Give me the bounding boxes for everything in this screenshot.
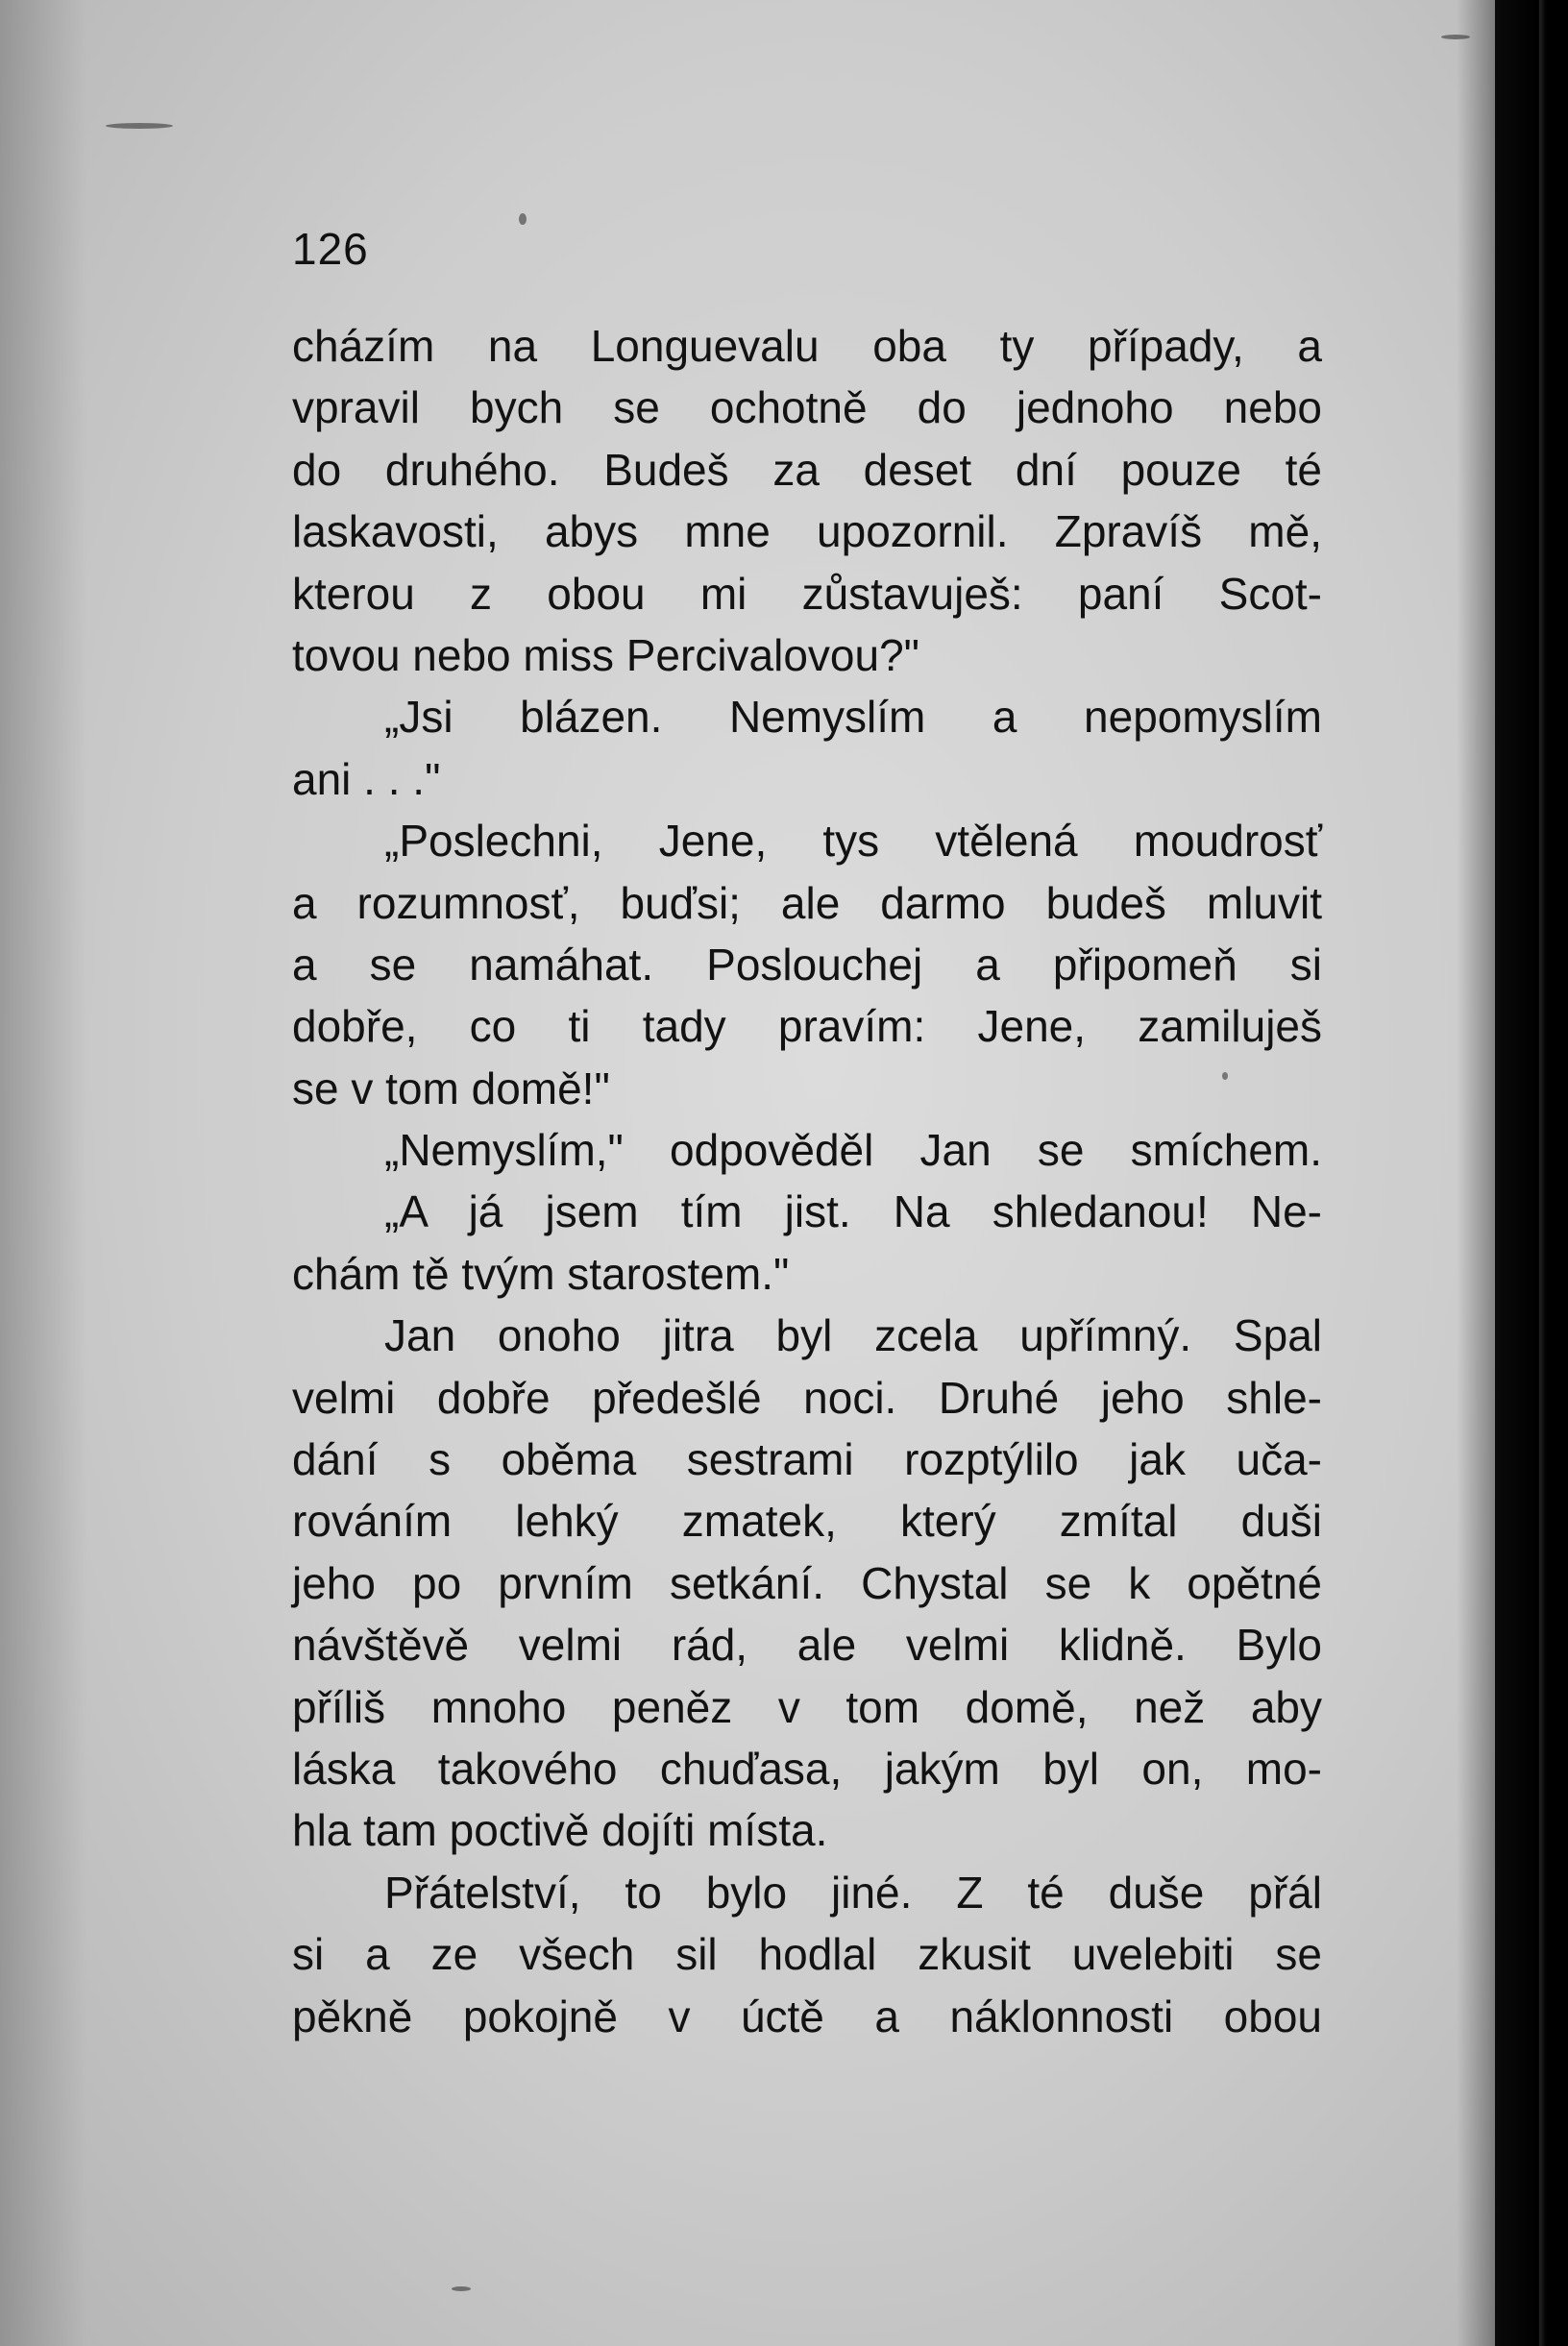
text-line: „Jsi blázen. Nemyslím a nepomyslím xyxy=(384,692,1322,743)
text-line: Přátelství, to bylo jiné. Z té duše přál xyxy=(384,1867,1322,1918)
text-line: velmi dobře předešlé noci. Druhé jeho shle- xyxy=(292,1372,1322,1423)
text-line: vpravil bych se ochotně do jednoho nebo xyxy=(292,382,1322,433)
text-line: láska takového chuďasa, jakým byl on, mo- xyxy=(292,1743,1322,1794)
text-line: se v tom domě!" xyxy=(292,1063,610,1113)
text-line: „Nemyslím," odpověděl Jan se smíchem. xyxy=(384,1125,1322,1176)
text-line: chám tě tvým starostem." xyxy=(292,1248,790,1299)
text-line: kterou z obou mi zůstavuješ: paní Scot- xyxy=(292,568,1322,619)
text-line: tovou nebo miss Percivalovou?" xyxy=(292,629,920,680)
body-text xyxy=(292,315,1322,2047)
text-line: návštěvě velmi rád, ale velmi klidně. Bylo xyxy=(292,1620,1322,1671)
text-line: příliš mnoho peněz v tom domě, než aby xyxy=(292,1681,1322,1732)
text-line: dání s oběma sestrami rozptýlilo jak uča- xyxy=(292,1434,1322,1485)
text-line: si a ze všech sil hodlal zkusit uvelebiti se xyxy=(292,1929,1322,1980)
text-line: „A já jsem tím jist. Na shledanou! Ne- xyxy=(384,1186,1322,1237)
text-line: Jan onoho jitra byl zcela upřímný. Spal xyxy=(384,1310,1322,1361)
ink-speck xyxy=(106,123,173,129)
text-line: laskavosti, abys mne upozornil. Zpravíš mě, xyxy=(292,506,1322,557)
text-line: a se namáhat. Poslouchej a připomeň si xyxy=(292,939,1322,990)
text-line: hla tam poctivě dojíti místa. xyxy=(292,1805,828,1856)
page-edge-shadow xyxy=(1457,0,1495,2346)
page-number: 126 xyxy=(292,224,369,274)
text-line: a rozumnosť, buďsi; ale darmo budeš mluvit xyxy=(292,877,1322,928)
adjacent-page-edge xyxy=(1495,0,1568,2346)
spine-shadow xyxy=(0,0,86,2346)
ink-speck xyxy=(519,213,527,225)
ink-speck xyxy=(452,2286,471,2291)
text-line: cházím na Longuevalu oba ty případy, a xyxy=(292,321,1322,371)
ink-speck xyxy=(1441,35,1470,39)
text-line: pěkně pokojně v úctě a náklonnosti obou xyxy=(292,1991,1322,2041)
text-line: do druhého. Budeš za deset dní pouze té xyxy=(292,444,1322,495)
text-line: „Poslechni, Jene, tys vtělená moudrosť xyxy=(384,816,1322,867)
text-line: dobře, co ti tady pravím: Jene, zamiluješ xyxy=(292,1001,1322,1052)
text-line: ani . . ." xyxy=(292,753,441,804)
text-line: jeho po prvním setkání. Chystal se k opětné xyxy=(292,1557,1322,1608)
text-line: rováním lehký zmatek, který zmítal duši xyxy=(292,1496,1322,1547)
